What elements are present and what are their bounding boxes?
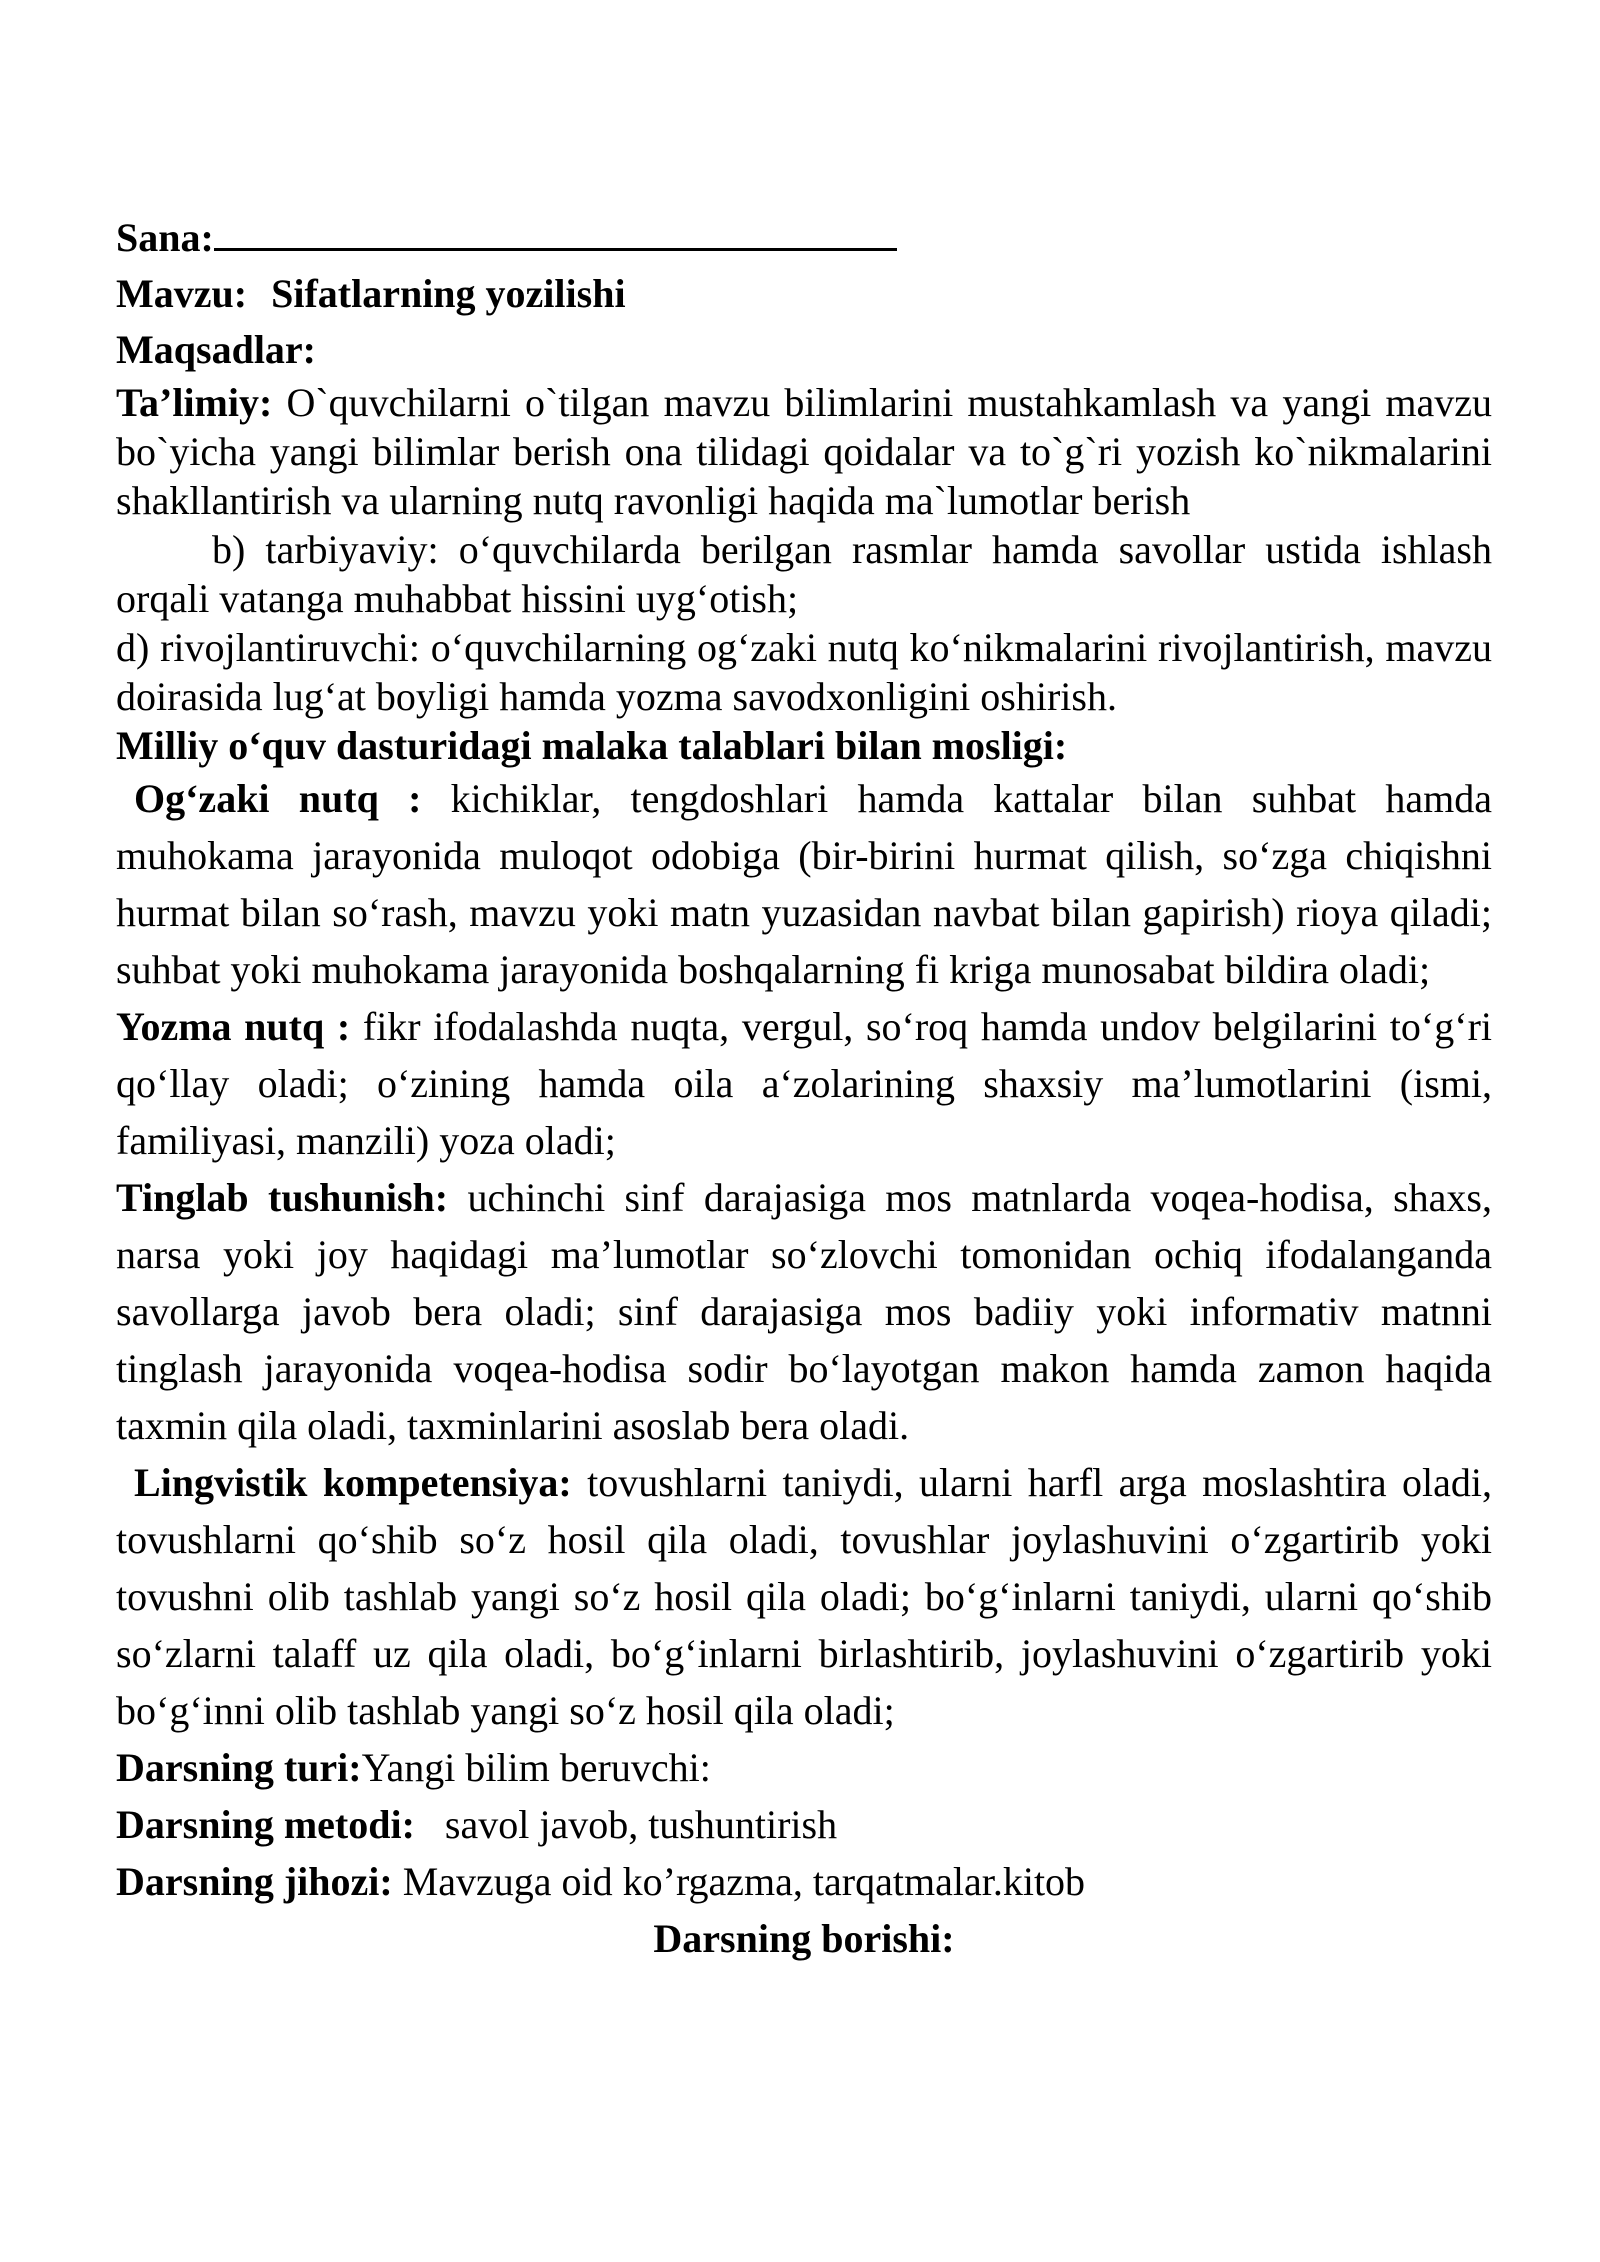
- lesson-method-line: [116, 1796, 1492, 1853]
- linguistic-label: Lingvistik kompetensiya:: [134, 1460, 572, 1505]
- topic-line: [116, 266, 1492, 322]
- lesson-equipment-line: [116, 1853, 1492, 1910]
- date-blank-field[interactable]: [214, 214, 897, 251]
- goals-heading: [116, 322, 1492, 378]
- listening-label: Tinglab tushunish:: [116, 1175, 449, 1220]
- listening-paragraph: [116, 1169, 1492, 1454]
- standards-heading: Milliy o‘quv dasturidagi malaka talablari bilan mosligi:: [116, 723, 1068, 768]
- listening-text: uchinchi sinf darajasiga mos matnlarda voqea-hodisa, shaxs, narsa yoki joy haqidagi ma’lumotlar so‘zlovchi tomonidan ochiq ifodalanganda savollarga javob bera oladi; sinf darajasiga mos badiiy yoki informativ matnni tinglash jarayonida voqea-hodisa sodir bo‘layotgan makon hamda zamon haqida taxmin qila oladi, taxminlarini asoslab bera oladi.: [116, 1175, 1492, 1448]
- educational-goal: [116, 378, 1492, 525]
- lesson-progress-heading: Darsning borishi:: [653, 1916, 955, 1961]
- linguistic-text: tovushlarni taniydi, ularni harfl arga moslashtira oladi, tovushlarni qo‘shib so‘z hosil qila oladi, tovushlar joylashuvini o‘zgartirib yoki tovushni olib tashlab yangi so‘z hosil qila oladi; bo‘g‘inlarni taniydi, ularni qo‘shib so‘zlarni talaff uz qila oladi, bo‘g‘inlarni birlashtirib, joylashuvini o‘zgartirib yoki bo‘g‘inni olib tashlab yangi so‘z hosil qila oladi;: [116, 1460, 1492, 1733]
- written-speech-label: Yozma nutq :: [116, 1004, 351, 1049]
- educational-goal-text: O`quvchilarni o`tilgan mavzu bilimlarini mustahkamlash va yangi mavzu bo`yicha yangi bilimlar berish ona tilidagi qoidalar va to`g`ri yozish ko`nikmalarini shakllantirish va ularning nutq ravonligi haqida ma`lumotlar berish: [116, 380, 1492, 523]
- oral-speech-paragraph: [116, 770, 1492, 998]
- date-line: [116, 210, 1492, 266]
- developmental-goal: [116, 623, 1492, 721]
- lesson-type-value: Yangi bilim beruvchi:: [361, 1745, 711, 1790]
- oral-speech-text: kichiklar, tengdoshlari hamda kattalar bilan suhbat hamda muhokama jarayonida muloqot odobiga (bir-birini hurmat qilish, so‘zga chiqishni hurmat bilan so‘rash, mavzu yoki matn yuzasidan navbat bilan gapirish) rioya qiladi; suhbat yoki muhokama jarayonida boshqalarning fi kriga munosabat bildira oladi;: [116, 776, 1492, 992]
- topic-value: Sifatlarning yozilishi: [271, 271, 626, 316]
- upbringing-goal: [116, 525, 1492, 623]
- lesson-type-label: Darsning turi:: [116, 1745, 362, 1790]
- lesson-plan-page: [116, 210, 1492, 1967]
- lesson-equipment-value: Mavzuga oid ko’rgazma, tarqatmalar.kitob: [392, 1859, 1086, 1904]
- developmental-goal-text: d) rivojlantiruvchi: o‘quvchilarning og‘zaki nutq ko‘nikmalarini rivojlantirish, mavzu doirasida lug‘at boyligi hamda yozma savodxonligini oshirish.: [116, 625, 1492, 719]
- lesson-type-line: [116, 1739, 1492, 1796]
- upbringing-goal-text: b) tarbiyaviy: o‘quvchilarda berilgan rasmlar hamda savollar ustida ishlash orqali vatanga muhabbat hissini uyg‘otish;: [116, 527, 1492, 621]
- oral-speech-label: Og‘zaki nutq :: [134, 776, 422, 821]
- written-speech-text: fikr ifodalashda nuqta, vergul, so‘roq hamda undov belgilarini to‘g‘ri qo‘llay oladi; o‘zining hamda oila a‘zolarining shaxsiy ma’lumotlarini (ismi, familiyasi, manzili) yoza oladi;: [116, 1004, 1492, 1163]
- linguistic-paragraph: [116, 1454, 1492, 1739]
- lesson-method-label: Darsning metodi:: [116, 1802, 415, 1847]
- lesson-equipment-label: Darsning jihozi:: [116, 1859, 393, 1904]
- lesson-method-value: savol javob, tushuntirish: [414, 1802, 838, 1847]
- goals-label: Maqsadlar:: [116, 327, 316, 372]
- date-label: Sana:: [116, 215, 214, 260]
- written-speech-paragraph: [116, 998, 1492, 1169]
- educational-goal-label: Ta’limiy:: [116, 380, 273, 425]
- topic-label: Mavzu:: [116, 271, 248, 316]
